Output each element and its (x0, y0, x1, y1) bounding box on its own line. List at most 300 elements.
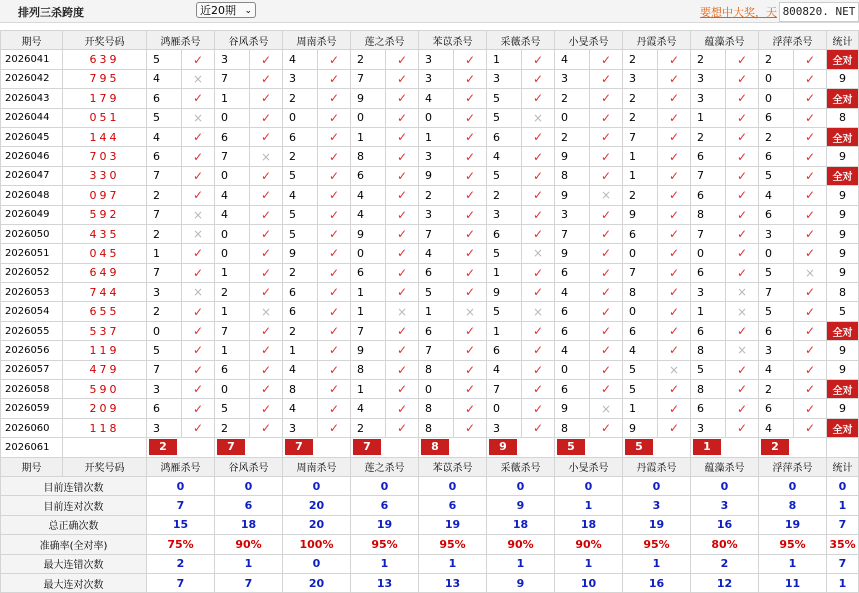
kill-number: 9 (419, 166, 454, 185)
kill-number: 7 (147, 263, 182, 282)
kill-number: 8 (555, 166, 590, 185)
check-icon: ✓ (250, 321, 283, 340)
stats-value: 9 (487, 496, 555, 515)
draw-cell: 144 (63, 127, 147, 146)
current-period-row (1, 438, 859, 457)
check-icon: ✓ (182, 127, 215, 146)
kill-number: 4 (351, 186, 386, 205)
stats-value: 18 (215, 515, 283, 534)
check-icon: ✓ (522, 224, 555, 243)
check-icon: ✓ (726, 147, 759, 166)
stats-label: 准确率(全对率) (1, 535, 147, 554)
kill-number: 8 (283, 380, 318, 399)
kill-number: 7 (147, 360, 182, 379)
check-icon: ✓ (318, 341, 351, 360)
stats-value: 20 (283, 515, 351, 534)
kill-number: 1 (215, 89, 250, 108)
kill-number: 1 (215, 302, 250, 321)
kill-number: 2 (623, 186, 658, 205)
check-icon: ✓ (658, 166, 691, 185)
check-icon: ✓ (182, 399, 215, 418)
check-icon: ✓ (386, 244, 419, 263)
check-icon: ✓ (726, 89, 759, 108)
kill-number: 2 (147, 186, 182, 205)
check-icon: ✓ (454, 166, 487, 185)
kill-number: 8 (691, 205, 726, 224)
header-expert: 蕴藻杀号 (691, 31, 759, 50)
kill-number: 5 (147, 108, 182, 127)
check-icon: ✓ (658, 69, 691, 88)
stats-value: 2 (691, 554, 759, 573)
kill-number: 1 (215, 341, 250, 360)
stats-row (1, 476, 859, 495)
check-icon: ✓ (590, 166, 623, 185)
check-icon: ✓ (386, 224, 419, 243)
check-icon: ✓ (182, 147, 215, 166)
check-icon: ✓ (726, 127, 759, 146)
cross-icon: × (726, 283, 759, 302)
kill-number: 4 (283, 50, 318, 69)
header-stat: 统计 (827, 31, 859, 50)
check-icon: ✓ (454, 341, 487, 360)
check-icon: ✓ (590, 321, 623, 340)
kill-number: 3 (487, 205, 522, 224)
check-icon: ✓ (794, 244, 827, 263)
check-icon: ✓ (454, 321, 487, 340)
check-icon: ✓ (250, 244, 283, 263)
stats-label: 最大连对次数 (1, 573, 147, 592)
stats-header-expert: 采薇杀号 (487, 457, 555, 476)
check-icon: ✓ (182, 321, 215, 340)
current-kill-number: 8 (421, 439, 449, 455)
page-title: 排列三杀跨度 (18, 6, 84, 19)
stats-label: 目前连对次数 (1, 496, 147, 515)
stats-row (1, 573, 859, 592)
stats-value: 1 (351, 554, 419, 573)
cross-icon: × (590, 186, 623, 205)
kill-number: 7 (215, 321, 250, 340)
stats-value: 16 (691, 515, 759, 534)
check-icon: ✓ (590, 50, 623, 69)
table-row (1, 302, 859, 321)
row-stat: 全对 (827, 89, 859, 108)
table-row (1, 50, 859, 69)
check-icon: ✓ (250, 108, 283, 127)
stats-value: 8 (759, 496, 827, 515)
draw-cell: 649 (63, 263, 147, 282)
period-cell: 2026052 (1, 263, 63, 282)
stats-value: 0 (555, 476, 623, 495)
check-icon: ✓ (658, 50, 691, 69)
kill-number: 1 (351, 283, 386, 302)
kill-number: 7 (351, 321, 386, 340)
check-icon: ✓ (794, 50, 827, 69)
kill-number: 0 (215, 244, 250, 263)
check-icon: ✓ (454, 263, 487, 282)
check-icon: ✓ (250, 205, 283, 224)
kill-number: 1 (283, 341, 318, 360)
period-cell: 2026057 (1, 360, 63, 379)
kill-number: 0 (351, 108, 386, 127)
cross-icon: × (250, 147, 283, 166)
kill-number: 1 (623, 399, 658, 418)
check-icon: ✓ (454, 360, 487, 379)
check-icon: ✓ (522, 263, 555, 282)
stats-label: 总正确次数 (1, 515, 147, 534)
stats-value: 95% (623, 535, 691, 554)
kill-number: 4 (147, 69, 182, 88)
kill-number: 6 (283, 127, 318, 146)
check-icon: ✓ (794, 69, 827, 88)
kill-number: 9 (283, 244, 318, 263)
row-stat: 9 (827, 263, 859, 282)
stats-value: 95% (759, 535, 827, 554)
table-row (1, 108, 859, 127)
check-icon: ✓ (250, 224, 283, 243)
kill-number: 6 (555, 263, 590, 282)
check-icon: ✓ (318, 302, 351, 321)
check-icon: ✓ (454, 399, 487, 418)
kill-number: 2 (759, 127, 794, 146)
kill-number: 9 (555, 244, 590, 263)
kill-number: 0 (691, 244, 726, 263)
stats-value: 1 (555, 554, 623, 573)
check-icon: ✓ (794, 108, 827, 127)
check-icon: ✓ (726, 399, 759, 418)
check-icon: ✓ (386, 418, 419, 437)
check-icon: ✓ (250, 341, 283, 360)
check-icon: ✓ (386, 147, 419, 166)
check-icon: ✓ (386, 166, 419, 185)
stats-value: 3 (623, 496, 691, 515)
period-cell: 2026041 (1, 50, 63, 69)
kill-number: 1 (419, 302, 454, 321)
kill-number: 7 (691, 166, 726, 185)
check-icon: ✓ (658, 380, 691, 399)
check-icon: ✓ (318, 224, 351, 243)
check-icon: ✓ (658, 127, 691, 146)
stats-value: 20 (283, 496, 351, 515)
kill-number: 6 (487, 127, 522, 146)
kill-number: 6 (623, 224, 658, 243)
check-icon: ✓ (794, 127, 827, 146)
stats-value: 6 (419, 496, 487, 515)
kill-number: 3 (419, 205, 454, 224)
kill-number: 0 (147, 321, 182, 340)
check-icon: ✓ (386, 263, 419, 282)
kill-number: 2 (623, 50, 658, 69)
check-icon: ✓ (318, 127, 351, 146)
kill-number: 2 (759, 380, 794, 399)
kill-number: 3 (555, 205, 590, 224)
check-icon: ✓ (726, 360, 759, 379)
row-stat: 9 (827, 224, 859, 243)
header-expert: 小旻杀号 (555, 31, 623, 50)
kill-number: 9 (351, 341, 386, 360)
kill-number: 0 (283, 108, 318, 127)
kill-number: 1 (351, 380, 386, 399)
row-stat: 9 (827, 147, 859, 166)
check-icon: ✓ (590, 418, 623, 437)
check-icon: ✓ (658, 263, 691, 282)
check-icon: ✓ (794, 341, 827, 360)
kill-number: 0 (487, 399, 522, 418)
kill-number: 5 (487, 89, 522, 108)
check-icon: ✓ (250, 127, 283, 146)
check-icon: ✓ (522, 147, 555, 166)
current-kill-cell (351, 438, 419, 457)
check-icon: ✓ (250, 283, 283, 302)
kill-number: 7 (419, 341, 454, 360)
header-expert: 鸿雁杀号 (147, 31, 215, 50)
check-icon: ✓ (522, 205, 555, 224)
check-icon: ✓ (318, 147, 351, 166)
kill-number: 2 (759, 50, 794, 69)
stats-header-expert: 苯苡杀号 (419, 457, 487, 476)
stats-value: 1 (827, 573, 859, 592)
kill-number: 2 (351, 418, 386, 437)
kill-number: 9 (555, 147, 590, 166)
draw-cell: 051 (63, 108, 147, 127)
kill-number: 6 (759, 321, 794, 340)
cross-icon: × (590, 399, 623, 418)
table-row (1, 263, 859, 282)
kill-number: 5 (487, 108, 522, 127)
table-row (1, 360, 859, 379)
check-icon: ✓ (658, 283, 691, 302)
stats-value: 16 (623, 573, 691, 592)
stats-value: 18 (487, 515, 555, 534)
top-bar (0, 0, 859, 23)
kill-number: 6 (623, 321, 658, 340)
kill-number: 3 (555, 69, 590, 88)
stats-value: 3 (691, 496, 759, 515)
cross-icon: × (522, 302, 555, 321)
current-kill-cell (487, 438, 555, 457)
stats-value: 11 (759, 573, 827, 592)
stats-header-draw: 开奖号码 (63, 457, 147, 476)
period-cell: 2026044 (1, 108, 63, 127)
kill-number: 0 (215, 108, 250, 127)
draw-cell: 744 (63, 283, 147, 302)
period-cell: 2026060 (1, 418, 63, 437)
stats-value: 75% (147, 535, 215, 554)
check-icon: ✓ (182, 380, 215, 399)
stats-value: 0 (487, 476, 555, 495)
stats-row (1, 535, 859, 554)
kill-number: 6 (351, 263, 386, 282)
check-icon: ✓ (250, 89, 283, 108)
kill-number: 3 (419, 69, 454, 88)
kill-number: 6 (555, 321, 590, 340)
kill-number: 3 (759, 341, 794, 360)
check-icon: ✓ (182, 418, 215, 437)
kill-number: 0 (419, 108, 454, 127)
kill-number: 6 (759, 147, 794, 166)
check-icon: ✓ (794, 380, 827, 399)
check-icon: ✓ (386, 186, 419, 205)
cross-icon: × (522, 244, 555, 263)
kill-number: 4 (419, 244, 454, 263)
stats-value: 80% (691, 535, 759, 554)
current-kill-number: 5 (625, 439, 653, 455)
kill-number: 8 (419, 360, 454, 379)
check-icon: ✓ (250, 69, 283, 88)
kill-number: 3 (487, 69, 522, 88)
kill-number: 5 (283, 224, 318, 243)
check-icon: ✓ (794, 302, 827, 321)
kill-number: 1 (351, 127, 386, 146)
table-row (1, 418, 859, 437)
kill-number: 2 (283, 263, 318, 282)
current-kill-number: 7 (353, 439, 381, 455)
table-row (1, 244, 859, 263)
stats-value: 90% (215, 535, 283, 554)
check-icon: ✓ (590, 127, 623, 146)
period-cell: 2026048 (1, 186, 63, 205)
check-icon: ✓ (386, 89, 419, 108)
draw-cell: 537 (63, 321, 147, 340)
period-cell: 2026049 (1, 205, 63, 224)
kill-number: 4 (215, 186, 250, 205)
row-stat: 全对 (827, 418, 859, 437)
kill-number: 4 (215, 205, 250, 224)
stats-value: 35% (827, 535, 859, 554)
check-icon: ✓ (454, 108, 487, 127)
kill-number: 3 (283, 418, 318, 437)
promo-link[interactable]: 要想中大奖，天 (700, 6, 777, 19)
kill-number: 5 (487, 166, 522, 185)
cross-icon: × (182, 108, 215, 127)
check-icon: ✓ (454, 127, 487, 146)
kill-number: 7 (147, 166, 182, 185)
draw-cell: 795 (63, 69, 147, 88)
row-stat: 全对 (827, 380, 859, 399)
check-icon: ✓ (590, 69, 623, 88)
check-icon: ✓ (454, 244, 487, 263)
kill-number: 7 (555, 224, 590, 243)
check-icon: ✓ (794, 360, 827, 379)
draw-cell: 590 (63, 380, 147, 399)
kill-number: 9 (487, 283, 522, 302)
row-stat: 9 (827, 360, 859, 379)
kill-number: 6 (691, 263, 726, 282)
draw-cell: 435 (63, 224, 147, 243)
check-icon: ✓ (590, 380, 623, 399)
check-icon: ✓ (658, 341, 691, 360)
stats-value: 1 (759, 554, 827, 573)
check-icon: ✓ (386, 321, 419, 340)
stats-value: 13 (419, 573, 487, 592)
check-icon: ✓ (386, 127, 419, 146)
kill-number: 2 (283, 147, 318, 166)
table-row (1, 224, 859, 243)
header-expert: 浮萍杀号 (759, 31, 827, 50)
check-icon: ✓ (386, 399, 419, 418)
stats-value: 90% (487, 535, 555, 554)
check-icon: ✓ (658, 224, 691, 243)
kill-number: 8 (351, 147, 386, 166)
kill-number: 5 (623, 360, 658, 379)
stats-value: 1 (623, 554, 691, 573)
check-icon: ✓ (590, 302, 623, 321)
kill-number: 7 (147, 205, 182, 224)
stats-value: 12 (691, 573, 759, 592)
stats-value: 7 (215, 573, 283, 592)
table-row (1, 283, 859, 302)
kill-number: 0 (215, 224, 250, 243)
period-cell: 2026056 (1, 341, 63, 360)
check-icon: ✓ (182, 50, 215, 69)
draw-cell: 703 (63, 147, 147, 166)
check-icon: ✓ (522, 418, 555, 437)
check-icon: ✓ (590, 147, 623, 166)
stats-value: 1 (419, 554, 487, 573)
stats-value: 1 (215, 554, 283, 573)
check-icon: ✓ (794, 321, 827, 340)
check-icon: ✓ (454, 89, 487, 108)
kill-number: 0 (215, 166, 250, 185)
table-row (1, 399, 859, 418)
stats-value: 0 (283, 476, 351, 495)
row-stat: 9 (827, 186, 859, 205)
kill-number: 4 (283, 186, 318, 205)
kill-number: 1 (215, 263, 250, 282)
stats-header-expert: 丹霞杀号 (623, 457, 691, 476)
check-icon: ✓ (250, 399, 283, 418)
check-icon: ✓ (794, 186, 827, 205)
period-cell: 2026045 (1, 127, 63, 146)
kill-number: 3 (487, 418, 522, 437)
check-icon: ✓ (318, 360, 351, 379)
check-icon: ✓ (794, 399, 827, 418)
check-icon: ✓ (386, 380, 419, 399)
kill-number: 2 (283, 89, 318, 108)
kill-number: 5 (759, 166, 794, 185)
stats-value: 1 (555, 496, 623, 515)
stats-header-expert: 蕴藻杀号 (691, 457, 759, 476)
table-row (1, 321, 859, 340)
stats-row (1, 515, 859, 534)
check-icon: ✓ (318, 166, 351, 185)
row-stat: 全对 (827, 127, 859, 146)
check-icon: ✓ (522, 127, 555, 146)
check-icon: ✓ (590, 283, 623, 302)
kill-number: 5 (283, 205, 318, 224)
check-icon: ✓ (726, 224, 759, 243)
period-cell: 2026047 (1, 166, 63, 185)
stats-value: 0 (147, 476, 215, 495)
cross-icon: × (726, 341, 759, 360)
kill-number: 5 (487, 244, 522, 263)
check-icon: ✓ (726, 263, 759, 282)
period-range-value: 近20期 (200, 4, 236, 17)
stats-value: 13 (351, 573, 419, 592)
check-icon: ✓ (386, 360, 419, 379)
kill-number: 9 (555, 399, 590, 418)
period-cell: 2026053 (1, 283, 63, 302)
check-icon: ✓ (250, 166, 283, 185)
stats-value: 6 (351, 496, 419, 515)
check-icon: ✓ (658, 302, 691, 321)
check-icon: ✓ (794, 283, 827, 302)
kill-number: 7 (691, 224, 726, 243)
period-cell: 2026043 (1, 89, 63, 108)
period-range-select[interactable] (196, 2, 256, 18)
cross-icon: × (726, 302, 759, 321)
check-icon: ✓ (454, 69, 487, 88)
kill-number: 3 (419, 147, 454, 166)
